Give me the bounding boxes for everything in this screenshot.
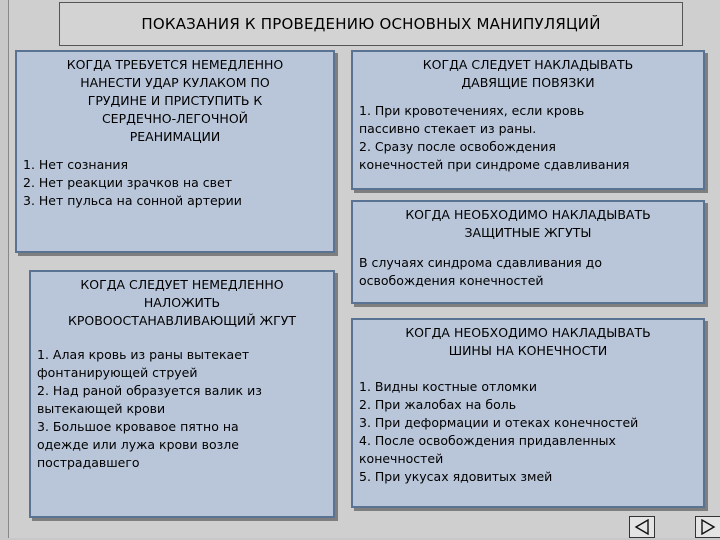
panel-splints-items [359, 378, 697, 486]
next-slide-button[interactable] [695, 516, 720, 538]
list-item: 1. Видны костные отломки [359, 379, 537, 394]
slide [8, 0, 720, 538]
list-item: фонтанирующей струей [37, 365, 198, 380]
triangle-left-icon [633, 519, 651, 535]
list-item: 1. Алая кровь из раны вытекает [37, 347, 250, 362]
list-item: 2. При жалобах на боль [359, 397, 517, 412]
list-item: вытекающей крови [37, 401, 166, 416]
list-item: конечностей [359, 451, 444, 466]
list-item: освобождения конечностей [359, 273, 544, 288]
heading-line: РЕАНИМАЦИИ [129, 129, 221, 144]
list-item: пассивно стекает из раны. [359, 121, 537, 136]
panel-protective-heading [359, 206, 697, 242]
heading-line: ДАВЯЩИЕ ПОВЯЗКИ [461, 75, 595, 90]
list-item: 1. Нет сознания [23, 157, 129, 172]
panel-pressure-bandage [351, 50, 705, 190]
heading-line: КОГДА НЕОБХОДИМО НАКЛАДЫВАТЬ [405, 325, 651, 340]
list-item: пострадавшего [37, 455, 140, 470]
panel-tourniquet-items [37, 346, 327, 472]
triangle-right-icon [699, 519, 717, 535]
list-item: 1. При кровотечениях, если кровь [359, 103, 585, 118]
panel-pressure-items [359, 102, 697, 174]
list-item: 2. Нет реакции зрачков на свет [23, 175, 232, 190]
panel-cpr [15, 50, 335, 253]
list-item: 3. Большое кровавое пятно на [37, 419, 239, 434]
heading-line: НАНЕСТИ УДАР КУЛАКОМ ПО [80, 75, 270, 90]
panel-tourniquet-heading [37, 276, 327, 330]
heading-line: КОГДА СЛЕДУЕТ НАКЛАДЫВАТЬ [422, 57, 634, 72]
list-item: 3. Нет пульса на сонной артерии [23, 193, 242, 208]
list-item: 5. При укусах ядовитых змей [359, 469, 553, 484]
heading-line: СЕРДЕЧНО-ЛЕГОЧНОЙ [101, 111, 249, 126]
heading-line: КРОВООСТАНАВЛИВАЮЩИЙ ЖГУТ [67, 313, 296, 328]
list-item: 2. Сразу после освобождения [359, 139, 556, 154]
heading-line: КОГДА ТРЕБУЕТСЯ НЕМЕДЛЕННО [66, 57, 284, 72]
heading-line: КОГДА СЛЕДУЕТ НЕМЕДЛЕННО [80, 277, 284, 292]
list-item: 3. При деформации и отеках конечностей [359, 415, 639, 430]
list-item: 4. После освобождения придавленных [359, 433, 616, 448]
panel-protective-tourniquet [351, 200, 705, 304]
panel-tourniquet [29, 270, 335, 518]
list-item: 2. Над раной образуется валик из [37, 383, 262, 398]
previous-slide-button[interactable] [629, 516, 655, 538]
heading-line: КОГДА НЕОБХОДИМО НАКЛАДЫВАТЬ [405, 207, 651, 222]
heading-line: ГРУДИНЕ И ПРИСТУПИТЬ К [87, 93, 263, 108]
heading-line: ЗАЩИТНЫЕ ЖГУТЫ [464, 225, 592, 240]
list-item: В случаях синдрома сдавливания до [359, 255, 602, 270]
panel-splints [351, 318, 705, 508]
panel-cpr-heading [23, 56, 327, 146]
list-item: конечностей при синдроме сдавливания [359, 157, 630, 172]
panel-cpr-items [23, 156, 327, 210]
page-title: ПОКАЗАНИЯ К ПРОВЕДЕНИЮ ОСНОВНЫХ МАНИПУЛЯЦИЙ [59, 2, 683, 46]
panel-protective-items [359, 254, 697, 290]
panel-pressure-heading [359, 56, 697, 92]
list-item: одежде или лужа крови возле [37, 437, 239, 452]
heading-line: ШИНЫ НА КОНЕЧНОСТИ [448, 343, 608, 358]
panel-splints-heading [359, 324, 697, 360]
heading-line: НАЛОЖИТЬ [143, 295, 221, 310]
